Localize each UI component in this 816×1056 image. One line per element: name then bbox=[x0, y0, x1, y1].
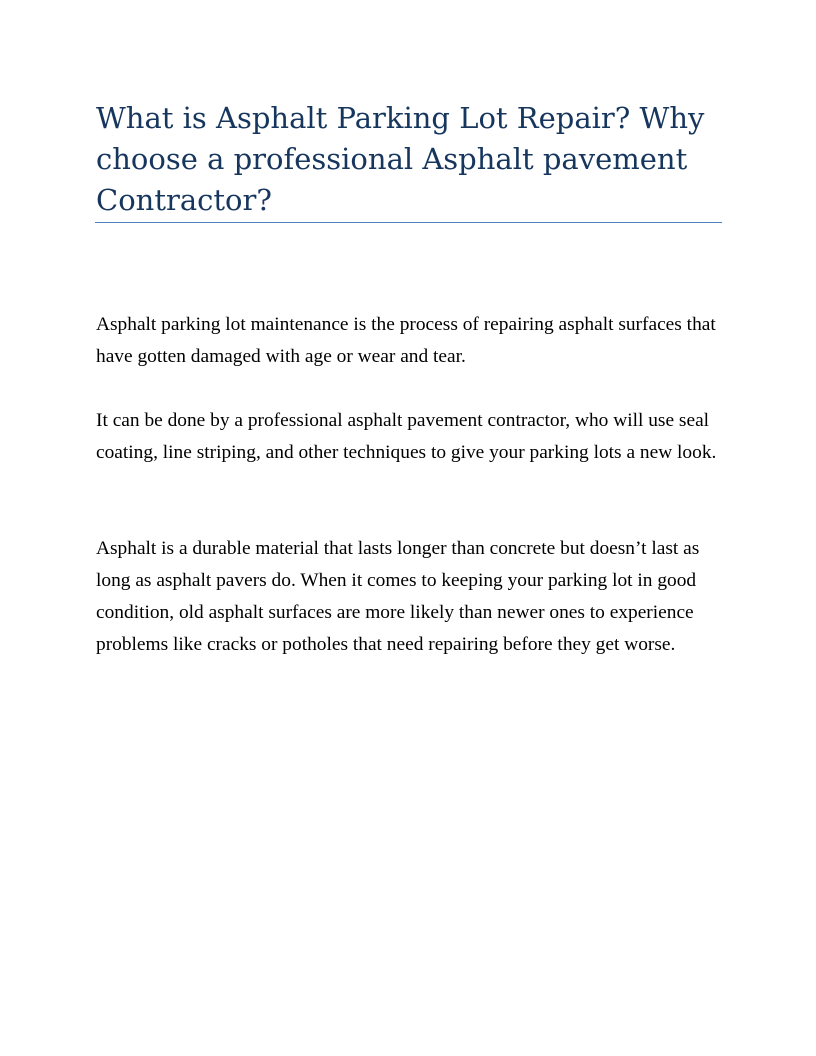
paragraph-intro: Asphalt parking lot maintenance is the process of repairing asphalt surfaces that have gotten damaged with age or wear and tear. bbox=[96, 314, 716, 367]
paragraph-contractor: It can be done by a professional asphalt pavement contractor, who will use seal coating, line striping, and other techniques to give your parking lots a new look. bbox=[96, 410, 717, 463]
title-divider bbox=[95, 222, 722, 223]
paragraph-durability: Asphalt is a durable material that lasts longer than concrete but doesn’t last as long as asphalt pavers do. When it comes to keeping your parking lot in good condition, old asphalt surfaces are more likely than newer ones to experience problems like cracks or potholes that need repairing before they get worse. bbox=[96, 538, 700, 655]
page-title: What is Asphalt Parking Lot Repair? Why choose a professional Asphalt pavement Contractor? bbox=[96, 101, 705, 217]
